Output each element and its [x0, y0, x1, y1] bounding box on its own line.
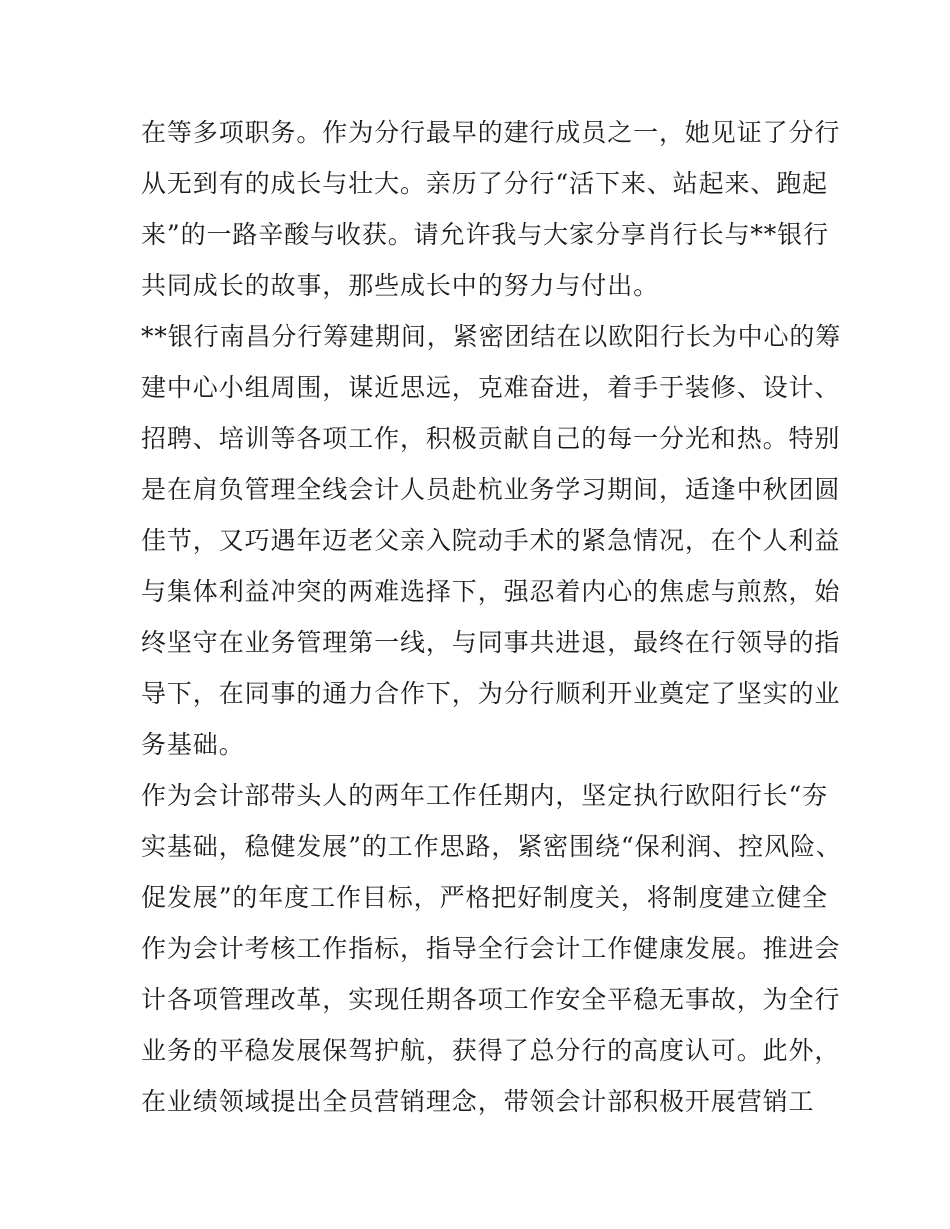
- text-line: 务基础。: [141, 730, 245, 759]
- text-line: 终坚守在业务管理第一线，与同事共进退，最终在行领导的指: [141, 628, 841, 657]
- body-text: [141, 107, 842, 1127]
- text-line: 共同成长的故事，那些成长中的努力与付出。: [141, 271, 660, 300]
- text-line: 业务的平稳发展保驾护航，获得了总分行的高度认可。此外，: [141, 1036, 841, 1065]
- text-line: 在业绩领域提出全员营销理念，带领会计部积极开展营销工: [141, 1087, 815, 1116]
- text-line: 来”的一路辛酸与收获。请允许我与大家分享肖行长与**银行: [141, 220, 829, 249]
- text-line: **银行南昌分行筹建期间，紧密团结在以欧阳行长为中心的筹: [141, 322, 842, 351]
- text-line: 与集体利益冲突的两难选择下，强忍着内心的焦虑与煎熬，始: [141, 577, 841, 606]
- text-line: 招聘、培训等各项工作，积极贡献自己的每一分光和热。特别: [141, 424, 841, 453]
- text-line: 从无到有的成长与壮大。亲历了分行“活下来、站起来、跑起: [141, 169, 829, 198]
- text-line: 作为会计部带头人的两年工作任期内，坚定执行欧阳行长“夯: [141, 781, 829, 810]
- text-line: 促发展”的年度工作目标，严格把好制度关，将制度建立健全: [141, 883, 829, 912]
- text-line: 在等多项职务。作为分行最早的建行成员之一，她见证了分行: [141, 118, 841, 147]
- text-line: 佳节，又巧遇年迈老父亲入院动手术的紧急情况，在个人利益: [141, 526, 841, 555]
- text-line: 实基础，稳健发展”的工作思路，紧密围绕“保利润、控风险、: [141, 832, 842, 861]
- text-line: 作为会计考核工作指标，指导全行会计工作健康发展。推进会: [141, 934, 841, 963]
- text-line: 是在肩负管理全线会计人员赴杭业务学习期间，适逢中秋团圆: [141, 475, 841, 504]
- text-line: 计各项管理改革，实现任期各项工作安全平稳无事故，为全行: [141, 985, 841, 1014]
- text-line: 导下，在同事的通力合作下，为分行顺利开业奠定了坚实的业: [141, 679, 841, 708]
- text-line: 建中心小组周围，谋近思远，克难奋进，着手于装修、设计、: [141, 373, 841, 402]
